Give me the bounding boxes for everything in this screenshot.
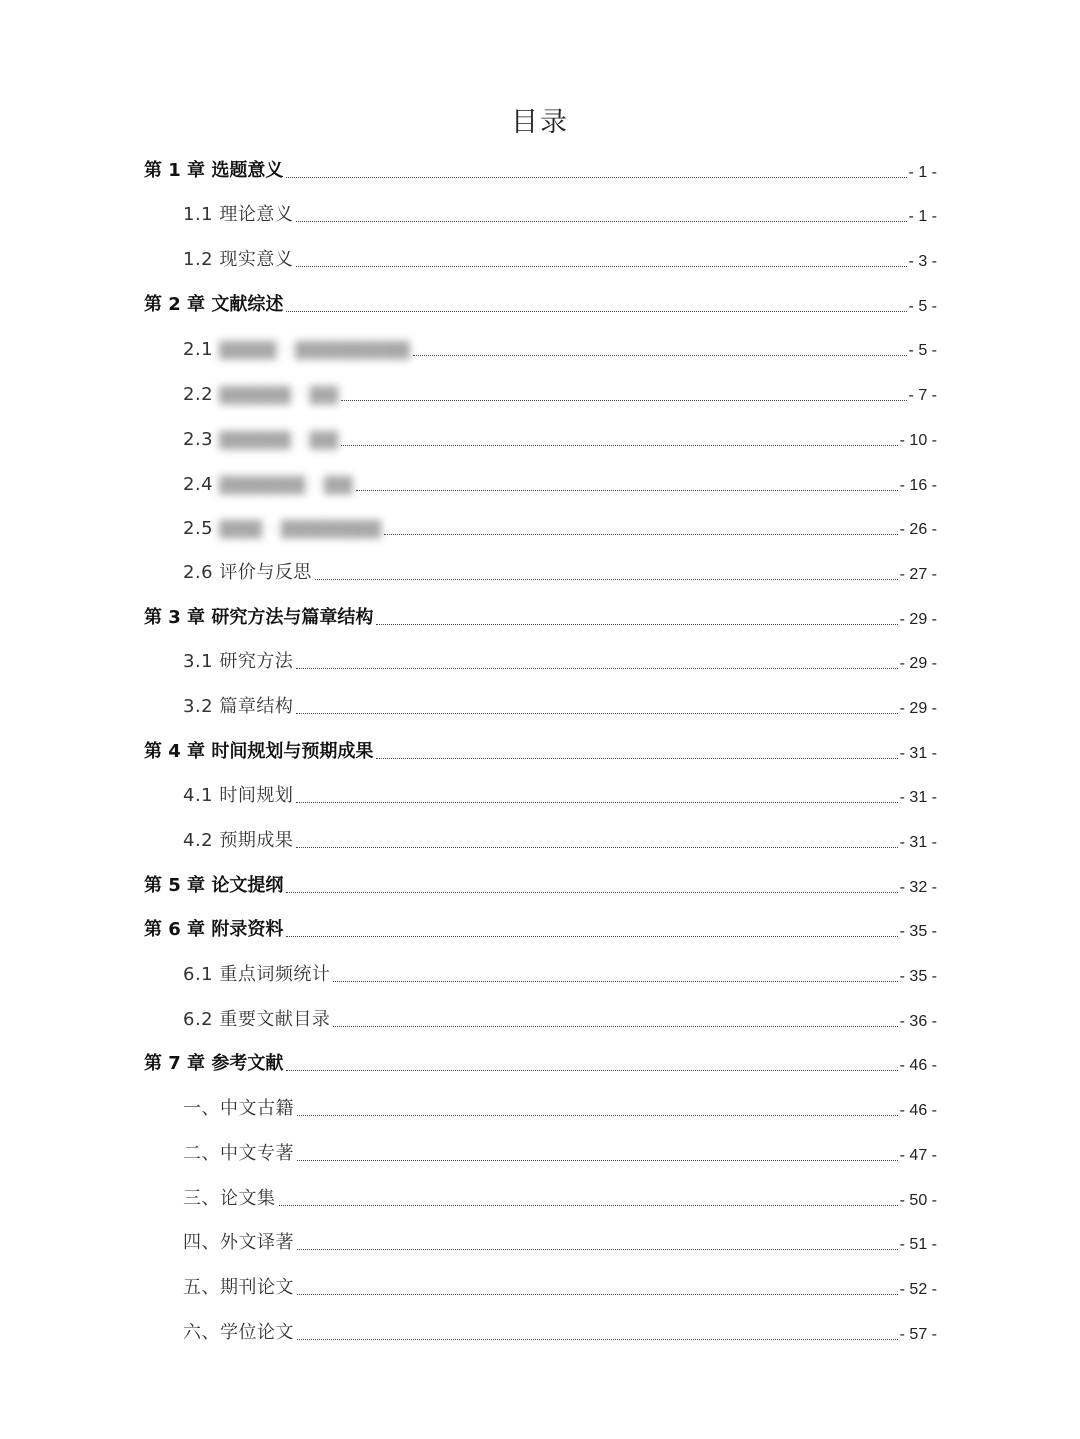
- dot-leader: [296, 221, 906, 222]
- toc-entry-text: 第 1 章 选题意义: [144, 159, 284, 181]
- toc-page-number: - 32 -: [899, 878, 937, 896]
- dot-leader: [296, 668, 897, 669]
- redacted-text: ▇▇▇▇ · ▇▇▇▇▇▇▇▇: [219, 339, 411, 361]
- toc-page-number: - 50 -: [899, 1191, 937, 1209]
- toc-entry-label: [144, 603, 373, 629]
- dot-leader: [315, 579, 898, 580]
- toc-entry-text: 第 6 章 附录资料: [144, 919, 284, 941]
- toc-section-entry[interactable]: [0, 953, 937, 998]
- dot-leader: [333, 1026, 897, 1027]
- dot-leader: [384, 534, 897, 535]
- toc-entry-label: [183, 1273, 294, 1299]
- toc-entry-label: [144, 290, 283, 316]
- toc-entry-text: 第 5 章 论文提纲: [144, 874, 284, 896]
- toc-section-entry[interactable]: [0, 1177, 937, 1222]
- toc-entry-text: 2.6 评价与反思: [183, 561, 312, 583]
- dot-leader: [333, 981, 897, 982]
- toc-section-entry[interactable]: [0, 775, 937, 820]
- dot-leader: [296, 847, 897, 848]
- dot-leader: [286, 177, 906, 178]
- toc-page-number: - 47 -: [899, 1146, 937, 1164]
- toc-entry-text: 2.1: [183, 339, 214, 361]
- toc-chapter-entry[interactable]: [0, 283, 937, 328]
- toc-entry-label: [144, 1049, 283, 1075]
- toc-section-entry[interactable]: [0, 372, 937, 417]
- dot-leader: [286, 311, 906, 312]
- toc-page-number: - 35 -: [899, 968, 937, 986]
- toc-entry-text: 三、论文集: [183, 1187, 276, 1209]
- toc-entry-label: [144, 737, 373, 763]
- toc-entry-label: [183, 200, 293, 226]
- toc-entry-label: [183, 1005, 330, 1031]
- toc-entry-label: [183, 1228, 294, 1254]
- toc-entry-text: 4.2 预期成果: [183, 830, 294, 851]
- dot-leader: [296, 713, 897, 714]
- toc-section-entry[interactable]: [0, 1266, 937, 1311]
- dot-leader: [297, 1160, 898, 1161]
- toc-entry-label: [183, 1318, 294, 1344]
- redacted-text: ▇▇▇▇▇ · ▇▇: [219, 428, 339, 450]
- toc-page-number: - 27 -: [899, 565, 937, 583]
- toc-entry-text: 6.1 重点词频统计: [183, 964, 331, 986]
- toc-entry-label: [183, 692, 293, 718]
- toc-section-entry[interactable]: [0, 551, 937, 596]
- dot-leader: [356, 490, 898, 491]
- toc-entry-text: 五、期刊论文: [183, 1276, 294, 1298]
- toc-entry-text: 2.3: [183, 428, 214, 450]
- toc-section-entry[interactable]: [0, 507, 937, 552]
- redacted-text: ▇▇▇▇▇ · ▇▇: [219, 384, 339, 406]
- toc-page-number: - 51 -: [899, 1236, 937, 1254]
- toc-page-number: - 31 -: [899, 789, 937, 807]
- toc-page-number: - 7 -: [908, 387, 937, 405]
- dot-leader: [286, 892, 897, 893]
- dot-leader: [413, 355, 906, 356]
- toc-section-entry[interactable]: [0, 1087, 937, 1132]
- toc-section-entry[interactable]: [0, 1311, 937, 1356]
- toc-entry-label: [144, 915, 283, 941]
- toc-section-entry[interactable]: [0, 328, 937, 373]
- toc-page-number: - 29 -: [899, 699, 937, 717]
- toc-entry-label: [183, 960, 330, 986]
- toc-entry-text: 二、中文专著: [183, 1142, 294, 1164]
- toc-section-entry[interactable]: [0, 998, 937, 1043]
- toc-entry-text: 第 4 章 时间规划与预期成果: [144, 740, 374, 762]
- toc-chapter-entry[interactable]: [0, 909, 937, 954]
- toc-entry-label: [183, 647, 293, 673]
- redacted-text: ▇▇▇ · ▇▇▇▇▇▇▇: [219, 518, 382, 540]
- dot-leader: [286, 1070, 897, 1071]
- toc-section-entry[interactable]: [0, 417, 937, 462]
- redacted-text: ▇▇▇▇▇▇ · ▇▇: [219, 473, 353, 495]
- toc-entry-text: 一、中文古籍: [183, 1098, 294, 1120]
- toc-entry-text: 第 2 章 文献综述: [144, 293, 284, 315]
- toc-page-number: - 46 -: [899, 1057, 937, 1075]
- toc-section-entry[interactable]: [0, 462, 937, 507]
- toc-entry-text: 4.1 时间规划: [183, 785, 294, 807]
- toc-section-entry[interactable]: [0, 194, 937, 239]
- toc-section-entry[interactable]: [0, 819, 937, 864]
- toc-entry-label: [183, 1139, 294, 1165]
- toc-title: 目录: [511, 107, 569, 138]
- toc-entry-text: 第 7 章 参考文献: [144, 1053, 284, 1075]
- toc-page-number: - 31 -: [899, 744, 937, 762]
- toc-page-number: - 3 -: [908, 253, 937, 271]
- toc-page-number: - 31 -: [899, 834, 937, 851]
- toc-entry-text: 2.2: [183, 384, 214, 406]
- dot-leader: [376, 758, 897, 759]
- dot-leader: [296, 802, 897, 803]
- toc-entry-label: [144, 871, 283, 897]
- toc-page-number: - 29 -: [899, 655, 937, 673]
- toc-entry-text: 四、外文译著: [183, 1232, 294, 1254]
- toc-section-entry[interactable]: [0, 1132, 937, 1177]
- toc-chapter-entry[interactable]: [0, 1043, 937, 1088]
- dot-leader: [341, 445, 897, 446]
- dot-leader: [297, 1339, 898, 1340]
- toc-entry-text: 第 3 章 研究方法与篇章结构: [144, 606, 374, 628]
- toc-entry-text: 1.1 理论意义: [183, 204, 294, 226]
- toc-entry-text: 六、学位论文: [183, 1321, 294, 1343]
- toc-entry-text: 3.1 研究方法: [183, 651, 294, 673]
- toc-entry-label: [183, 518, 381, 539]
- toc-page-number: - 35 -: [899, 923, 937, 941]
- toc-chapter-entry[interactable]: [0, 730, 937, 775]
- toc-entry-label: [183, 245, 293, 271]
- toc-page-number: - 57 -: [899, 1325, 937, 1343]
- toc-entry-text: 2.4: [183, 473, 214, 495]
- toc-chapter-entry[interactable]: [0, 596, 937, 641]
- toc-section-entry[interactable]: [0, 685, 937, 730]
- toc-section-entry[interactable]: [0, 238, 937, 283]
- toc-entry-label: [183, 429, 338, 450]
- toc-page-number: - 1 -: [908, 163, 937, 181]
- toc-entry-label: [144, 156, 283, 182]
- toc-entry-label: [183, 1184, 276, 1210]
- toc-entry-label: [183, 1094, 294, 1120]
- toc-entry-text: 6.2 重要文献目录: [183, 1008, 331, 1030]
- toc-page-number: - 29 -: [899, 610, 937, 628]
- toc-page-number: - 52 -: [899, 1280, 937, 1298]
- toc-page-number: - 5 -: [908, 342, 937, 360]
- dot-leader: [296, 266, 906, 267]
- dot-leader: [279, 1205, 898, 1206]
- toc-entry-text: 1.2 现实意义: [183, 249, 294, 271]
- dot-leader: [297, 1249, 898, 1250]
- toc-entry-text: 3.2 篇章结构: [183, 695, 294, 717]
- toc-entry-label: [183, 558, 312, 584]
- toc-page-number: - 1 -: [908, 208, 937, 226]
- toc-page-number: - 26 -: [899, 521, 937, 539]
- dot-leader: [286, 936, 897, 937]
- toc-entry-label: [183, 384, 338, 405]
- toc-page-number: - 16 -: [899, 476, 937, 494]
- toc-chapter-entry[interactable]: [0, 149, 937, 194]
- toc-entry-label: [183, 339, 410, 360]
- toc-page-number: - 46 -: [899, 1102, 937, 1120]
- dot-leader: [297, 1294, 898, 1295]
- toc-list: [0, 149, 1080, 1356]
- dot-leader: [376, 624, 897, 625]
- dot-leader: [341, 400, 906, 401]
- dot-leader: [297, 1115, 898, 1116]
- toc-entry-label: [183, 474, 353, 495]
- toc-entry-label: [183, 781, 293, 807]
- toc-page-number: - 10 -: [899, 431, 937, 449]
- toc-entry-text: 2.5: [183, 518, 214, 540]
- toc-page-number: - 36 -: [899, 1012, 937, 1030]
- toc-section-entry[interactable]: [0, 1222, 937, 1267]
- toc-page-number: - 5 -: [908, 297, 937, 315]
- toc-section-entry[interactable]: [0, 641, 937, 686]
- toc-entry-label: [183, 826, 293, 852]
- toc-chapter-entry[interactable]: [0, 864, 937, 909]
